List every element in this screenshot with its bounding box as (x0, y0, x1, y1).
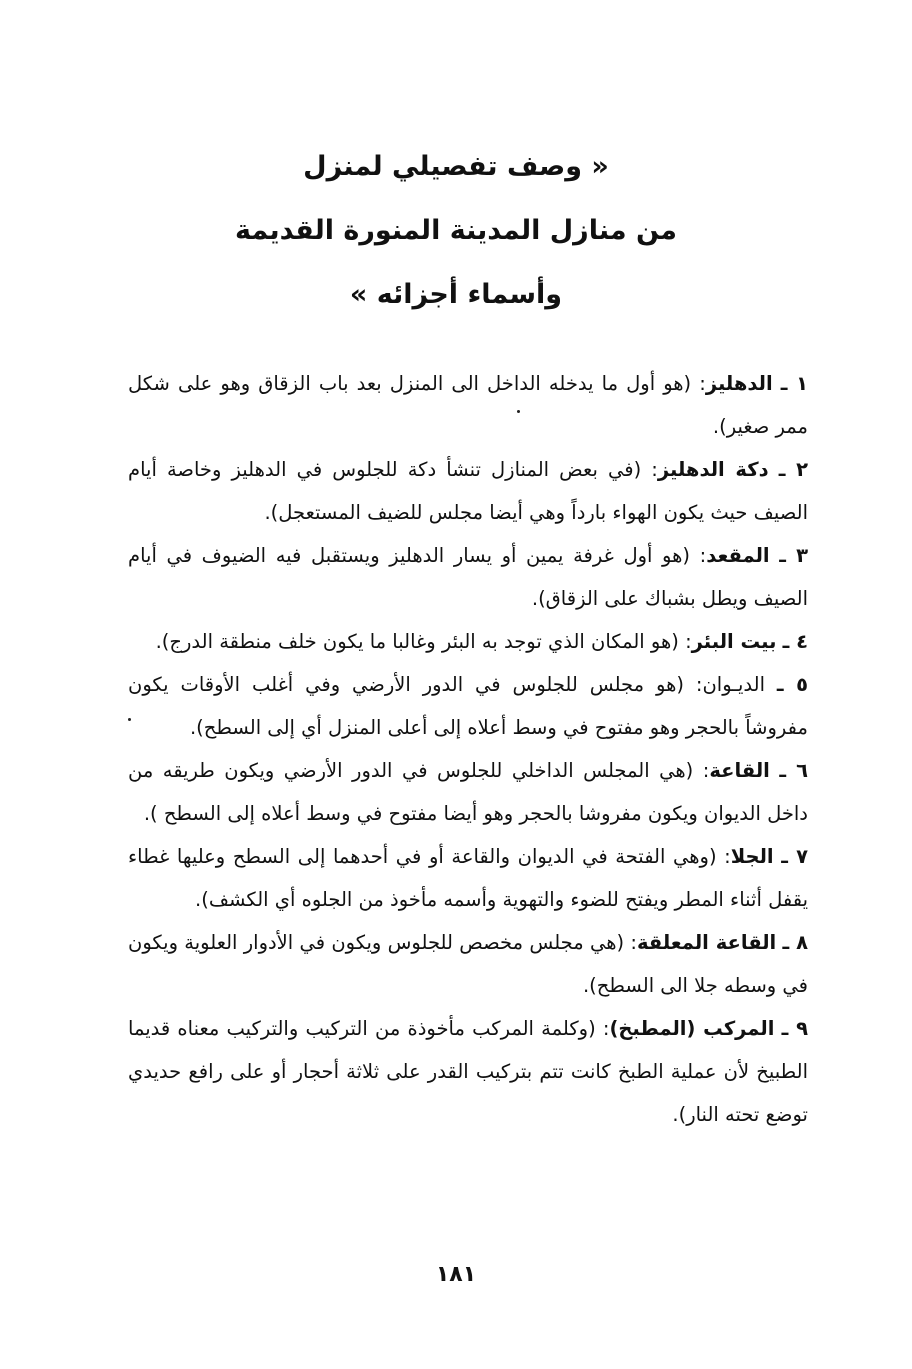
entry-number: ٥ ـ (776, 673, 808, 696)
entry-text: : (هي المجلس الداخلي للجلوس في الدور الأرضي ويكون طريقه من داخل الديوان ويكون مفروشا بالحجر وهو أيضا مفتوح في وسط أعلاه إلى السطح ). (128, 759, 808, 825)
scan-speck (128, 718, 131, 721)
entry-number: ٤ ـ (782, 630, 808, 653)
entry-text: : (هو أول ما يدخله الداخل الى المنزل بعد باب الزقاق وهو على شكل ممر صغير). (128, 372, 808, 438)
entry-number: ٣ ـ (779, 544, 809, 567)
entry-term: الجلا (730, 845, 774, 868)
title-line-3: وأسماء أجزائه » (349, 279, 563, 310)
entry-6 (128, 749, 808, 835)
entry-text: : (وهي الفتحة في الديوان والقاعة أو في أحدهما إلى السطح وعليها غطاء يقفل أثناء المطر ويفتح للضوء والتهوية وأسمه مأخوذ من الجلوه أي الكشف). (128, 845, 808, 911)
entry-1 (128, 362, 808, 448)
entry-number: ٩ ـ (781, 1017, 808, 1040)
entry-term: دكة الدهليز (657, 458, 769, 481)
title-line-1: « وصف تفصيلي لمنزل (303, 151, 609, 182)
entry-number: ٢ ـ (778, 458, 808, 481)
entry-term: المقعد (706, 544, 770, 567)
chapter-title (200, 150, 712, 311)
entry-4 (128, 620, 808, 663)
entry-text: : (هي مجلس مخصص للجلوس ويكون في الأدوار العلوية ويكون في وسطه جلا الى السطح). (128, 931, 808, 997)
entry-text: : (هو المكان الذي توجد به البئر وغالبا ما يكون خلف منطقة الدرج). (155, 630, 692, 653)
entry-term: الديـوان (702, 673, 765, 696)
entry-term: القاعة (709, 759, 770, 782)
entries-list (128, 362, 808, 1136)
entry-term: المركب (المطبخ) (609, 1017, 775, 1040)
entry-7 (128, 835, 808, 921)
entry-2 (128, 448, 808, 534)
entry-text: : (هو أول غرفة يمين أو يسار الدهليز ويستقبل فيه الضيوف في أيام الصيف ويطل بشباك على الزقاق). (128, 544, 808, 610)
entry-3 (128, 534, 808, 620)
entry-9 (128, 1007, 808, 1136)
page-number: ١٨١ (435, 1262, 477, 1287)
entry-text: : (في بعض المنازل تنشأ دكة للجلوس في الدهليز وخاصة أيام الصيف حيث يكون الهواء بارداً وهي أيضا مجلس للضيف المستعجل). (128, 458, 808, 524)
entry-text: : (هو مجلس للجلوس في الدور الأرضي وفي أغلب الأوقات يكون مفروشاً بالحجر وهو مفتوح في وسط أعلاه إلى أعلى المنزل أي إلى السطح). (128, 673, 808, 739)
entry-text: : (وكلمة المركب مأخوذة من التركيب والتركيب معناه قديما الطبيخ لأن عملية الطبخ كانت تتم بتركيب القدر على ثلاثة أحجار أو على رافع حديدي توضع تحته النار). (128, 1017, 808, 1126)
title-line-2: من منازل المدينة المنورة القديمة (234, 215, 678, 246)
entry-number: ٦ ـ (779, 759, 808, 782)
entry-term: بيت البئر (691, 630, 777, 653)
entry-term: الدهليز (705, 372, 773, 395)
scan-speck (517, 410, 520, 413)
entry-number: ١ ـ (780, 372, 808, 395)
entry-8 (128, 921, 808, 1007)
entry-number: ٨ ـ (782, 931, 808, 954)
entry-5 (128, 663, 808, 749)
entry-term: القاعة المعلقة (636, 931, 777, 954)
entry-number: ٧ ـ (781, 845, 808, 868)
